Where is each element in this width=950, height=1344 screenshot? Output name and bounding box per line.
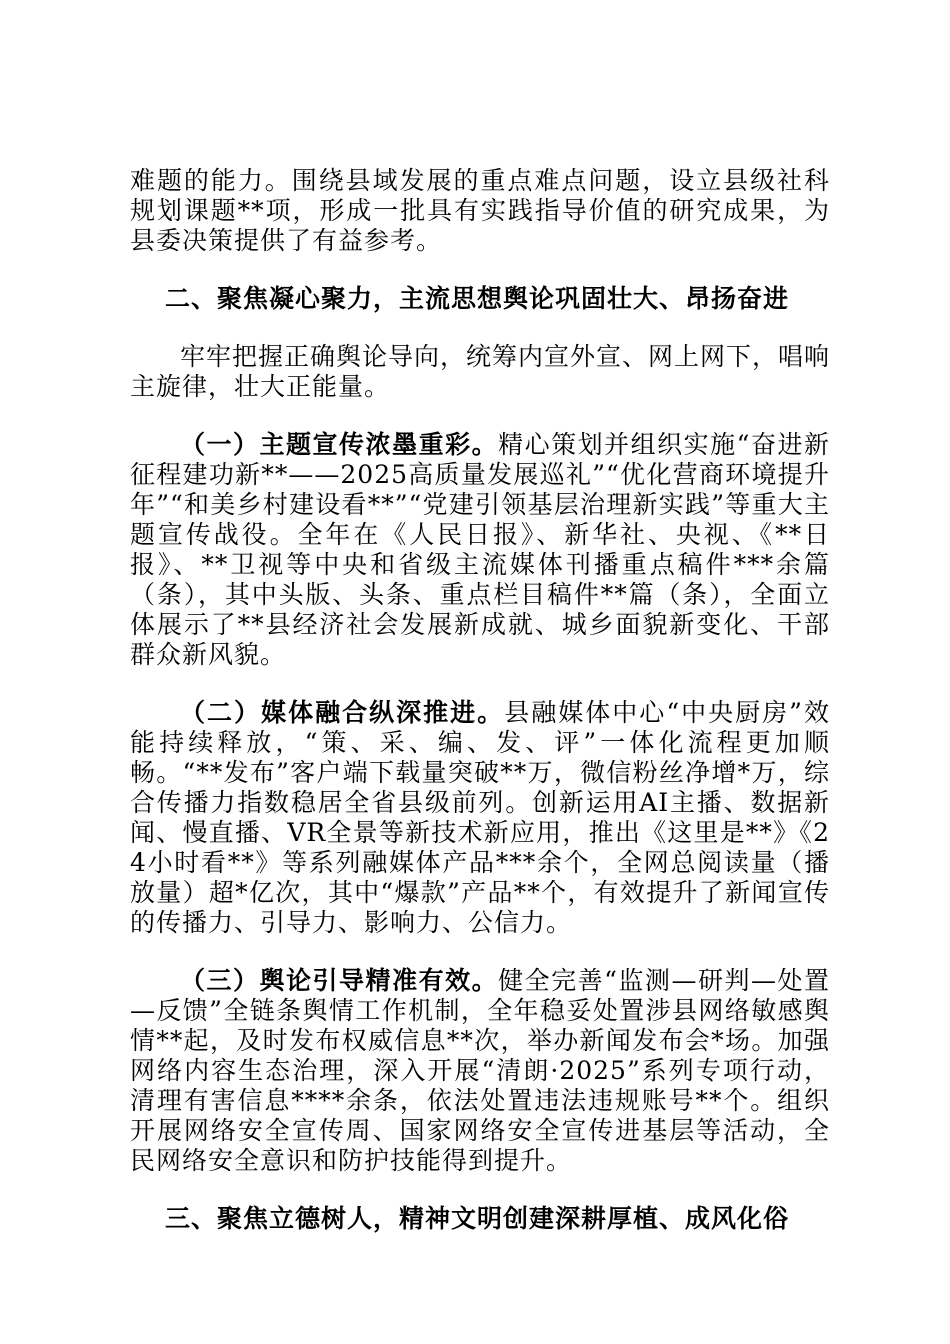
section-heading-two: 二、聚焦凝心聚力，主流思想舆论巩固壮大、昂扬奋进 xyxy=(165,284,790,313)
subsection-lead-two: （二）媒体融合纵深推进。 xyxy=(180,698,505,727)
subsection-body-three: 健全完善“监测—研判—处置—反馈”全链条舆情工作机制，全年稳妥处置涉县网络敏感舆情**起，及时发布权威信息**次，举办新闻发布会*场。加强网络内容生态治理，深入开展“清朗·2025”系列专项行动，清理有害信息****余条，依法处置违法违规账号**个。组织开展网络安全宣传周、国家网络安全宣传进基层等活动，全民网络安全意识和防护技能得到提升。 xyxy=(130,966,830,1175)
section-heading-three: 三、聚焦立德树人，精神文明创建深耕厚植、成风化俗 xyxy=(165,1204,790,1233)
document-page xyxy=(130,166,830,1234)
subsection-paragraph-one xyxy=(130,430,830,670)
section-intro-paragraph: 牢牢把握正确舆论导向，统筹内宣外宣、网上网下，唱响主旋律，壮大正能量。 xyxy=(130,342,831,401)
body-paragraph-continuation: 难题的能力。围绕县域发展的重点难点问题，设立县级社科规划课题**项，形成一批具有实践指导价值的研究成果，为县委决策提供了有益参考。 xyxy=(130,166,830,255)
subsection-lead-three: （三）舆论引导精准有效。 xyxy=(180,966,499,995)
subsection-paragraph-two xyxy=(130,698,830,938)
subsection-body-one: 精心策划并组织实施“奋进新征程建功新**——2025高质量发展巡礼”“优化营商环境提升年”“和美乡村建设看**”“党建引领基层治理新实践”等重大主题宣传战役。全年在《人民日报》、新华社、央视、《**日报》、**卫视等中央和省级主流媒体刊播重点稿件***余篇（条），其中头版、头条、重点栏目稿件**篇（条），全面立体展示了**县经济社会发展新成就、城乡面貌新变化、干部群众新风貌。 xyxy=(130,430,830,669)
subsection-lead-one: （一）主题宣传浓墨重彩。 xyxy=(180,430,499,459)
subsection-body-two: 县融媒体中心“中央厨房”效能持续释放，“策、采、编、发、评”一体化流程更加顺畅。“**发布”客户端下载量突破**万，微信粉丝净增*万，综合传播力指数稳居全省县级前列。创新运用AI主播、数据新闻、慢直播、VR全景等新技术新应用，推出《这里是**》《24小时看**》等系列融媒体产品***余个，全网总阅读量（播放量）超*亿次，其中“爆款”产品**个，有效提升了新闻宣传的传播力、引导力、影响力、公信力。 xyxy=(130,698,830,937)
subsection-paragraph-three xyxy=(130,966,830,1176)
